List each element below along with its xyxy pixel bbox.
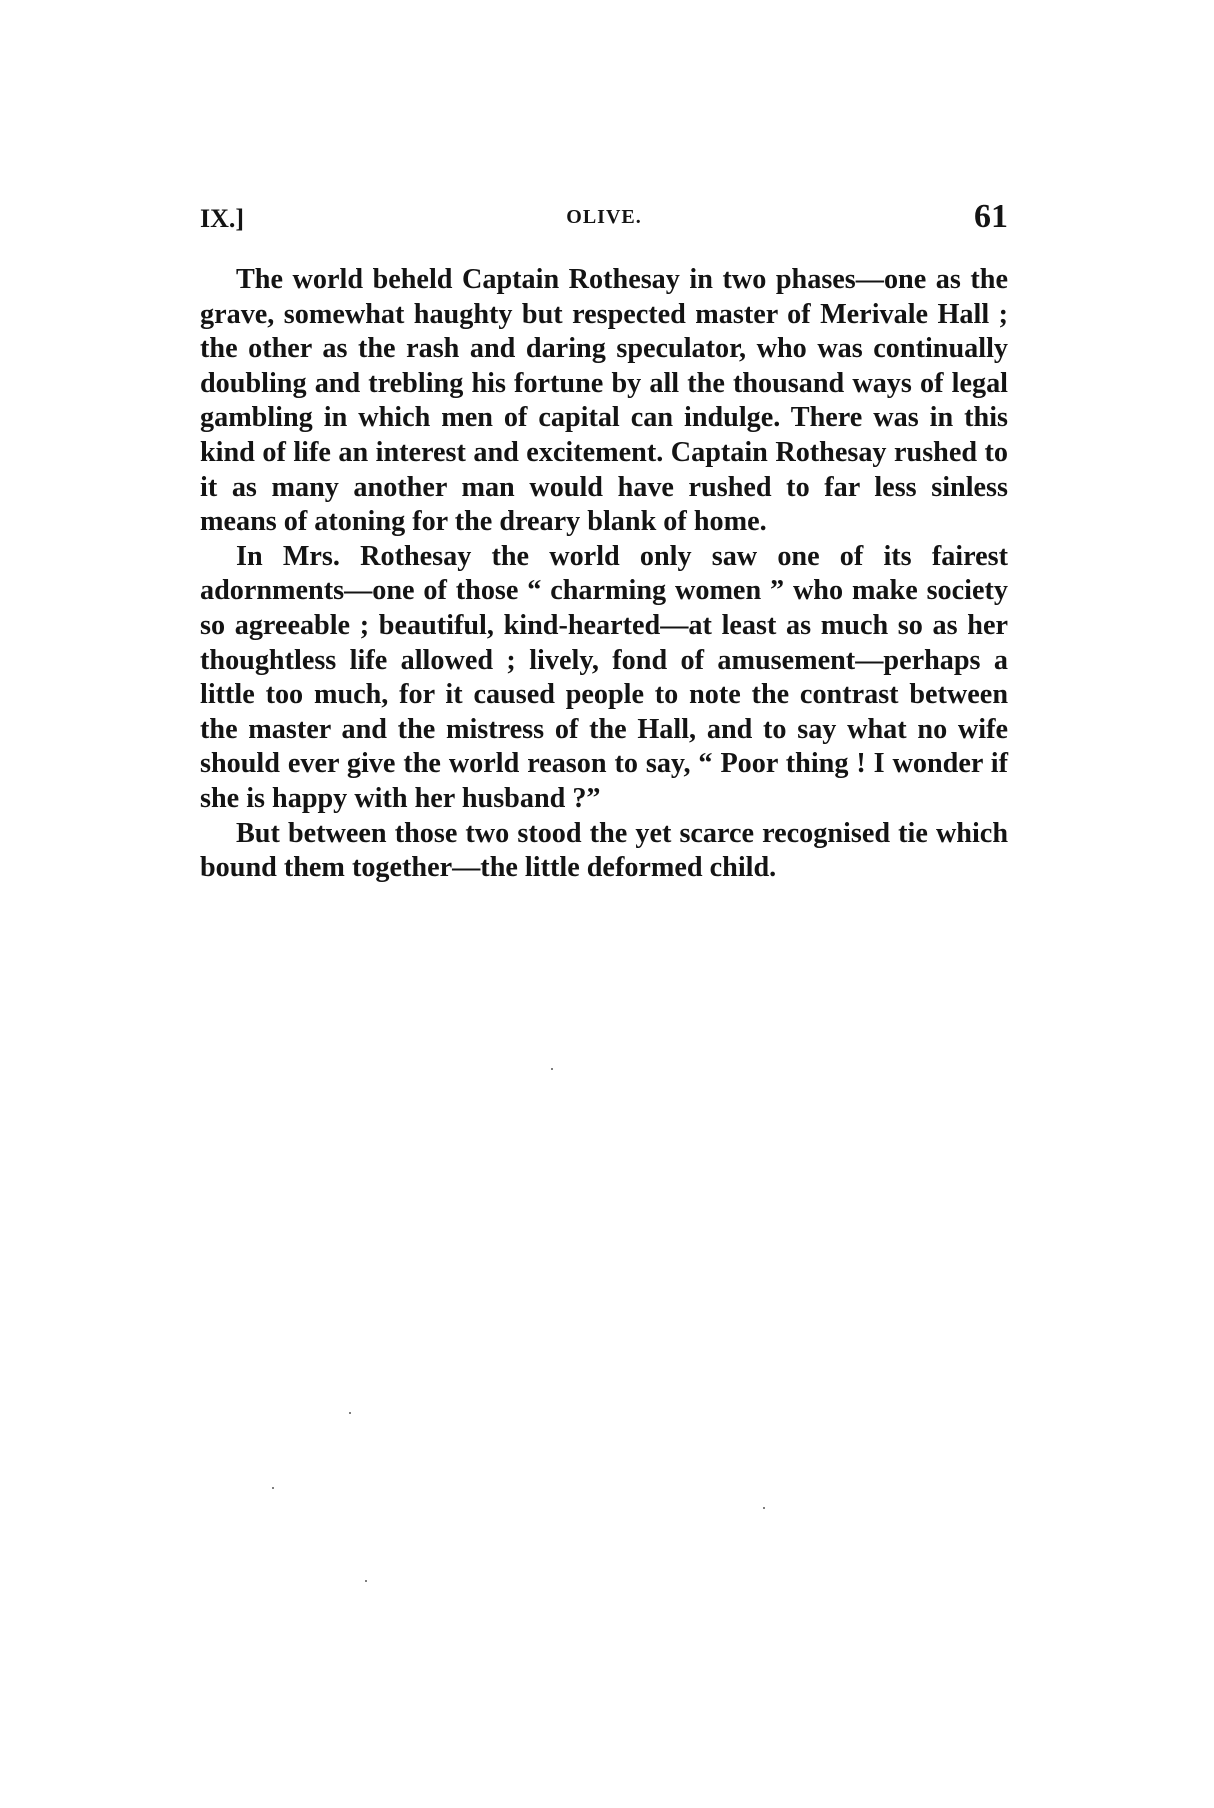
chapter-number: IX.] — [200, 204, 245, 233]
page-number: 61 — [974, 198, 1008, 235]
paragraph: In Mrs. Rothesay the world only saw one of its fairest adornments—one of those “ charming women ” who make society so agreeable ; beautiful, kind-hearted—at least as much so as her thoughtless life allowed ; lively, fond of amusement—perhaps a little too much, for it caused people to note the contrast between the master and the mistress of the Hall, and to say what no wife should ever give the world reason to say, “ Poor thing ! I wonder if she is happy with her husband ?” — [200, 540, 1008, 814]
body-text — [200, 263, 1008, 886]
print-speck — [349, 1412, 351, 1414]
paragraph: The world beheld Captain Rothesay in two phases—one as the grave, somewhat haughty but respected master of Merivale Hall ; the other as the rash and daring speculator, who was continually doubling and trebling his fortune by all the thousand ways of legal gambling in which men of capital can indulge. There was in this kind of life an interest and excitement. Captain Rothesay rushed to it as many another man would have rushed to far less sinless means of atoning for the dreary blank of home. — [200, 264, 1008, 538]
running-title: OLIVE. — [566, 206, 642, 228]
print-speck — [272, 1487, 274, 1489]
page-header — [200, 198, 1008, 238]
print-speck — [551, 1068, 553, 1070]
print-speck — [763, 1507, 765, 1509]
print-speck — [365, 1580, 367, 1582]
paragraph: But between those two stood the yet scarce recognised tie which bound them together—the little deformed child. — [200, 817, 1008, 884]
